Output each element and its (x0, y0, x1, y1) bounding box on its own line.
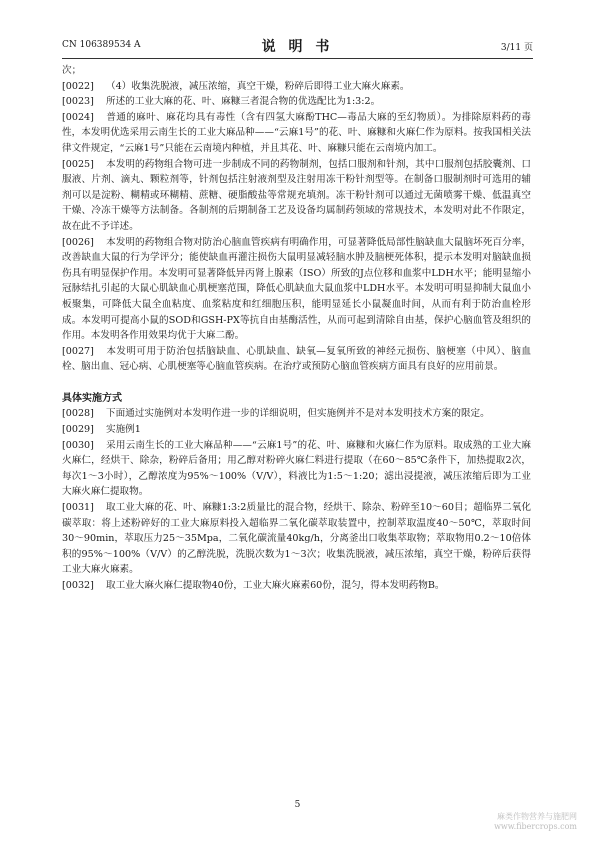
paragraph-text: 所述的工业大麻的花、叶、麻糠三者混合物的优选配比为1:3:2。 (106, 96, 381, 108)
paragraph-0030 (62, 438, 531, 500)
paragraph-text: 普通的麻叶、麻花均具有毒性（含有四氢大麻酚THC—毒品大麻的至幻物质）。为排除原料药的毒性，本发明优选采用云南生长的工业大麻品种——“云麻1号”的花、叶、麻糠和火麻仁作为原料。按我国相关法律文件规定，“云麻1号”只能在云南境内种植，并且其花、叶、麻糠只能在云南境内加工。 (62, 111, 531, 154)
watermark-line-2: www.fibercrops.com (494, 822, 577, 831)
paragraph-0022 (62, 79, 531, 95)
paragraph-0028 (62, 406, 531, 422)
paragraph-text: 采用云南生长的工业大麻品种——“云麻1号”的花、叶、麻糠和火麻仁作为原料。取成熟的工业大麻火麻仁，经烘干、除杂，粉碎后备用；用乙醇对粉碎火麻仁料进行提取（在60～85℃条件下，加热提取2次，每次1～3小时），乙醇浓度为95%～100%（V/V），料液比为1:5～1:20；滤出浸提液，减压浓缩后即为工业大麻火麻仁提取物。 (62, 439, 531, 498)
section-heading: 具体实施方式 (62, 392, 122, 404)
paragraph-0024 (62, 110, 531, 157)
publication-number: CN 106389534 A (62, 40, 141, 50)
header-rule (62, 58, 533, 59)
page-header (62, 36, 533, 56)
paragraph-0032 (62, 578, 531, 594)
paragraph-number: [0032] (62, 580, 94, 591)
paragraph-number: [0026] (62, 236, 94, 248)
paragraph-0029 (62, 422, 531, 438)
paragraph-number: [0028] (62, 408, 94, 420)
paragraph-number: [0029] (62, 424, 94, 436)
document-body (62, 63, 531, 594)
paragraph-0031 (62, 500, 531, 578)
paragraph-number: [0027] (62, 345, 94, 357)
paragraph-number: [0022] (62, 80, 94, 92)
paragraph-0026 (62, 235, 531, 344)
paragraph-number: [0024] (62, 111, 94, 123)
paragraph-text: 本发明的药物组合物可进一步制成不同的药物制剂，包括口服剂和针剂，其中口服剂包括胶囊剂、口服液、片剂、滴丸、颗粒剂等，针剂包括注射液剂型及注射用冻干粉针剂型等。在制备口服制剂时可选用的辅剂可以是淀粉、糊精或环糊精、蔗糖、硬脂酸盐等常规充填剂。冻干粉针剂可以通过无菌喷雾干燥、低温真空干燥、冷冻干燥等方法制备。各制剂的后期制备工艺及设备均属制药领域的常规技术，本发明对此不作限定，故在此不予详述。 (62, 158, 531, 232)
paragraph-text: 取工业大麻火麻仁提取物40份，工业大麻火麻素60份，混匀，得本发明药物B。 (106, 580, 445, 591)
paragraph-text: 实施例1 (106, 424, 141, 436)
paragraph-text: （4）收集洗脱液，减压浓缩，真空干燥，粉碎后即得工业大麻火麻素。 (106, 80, 410, 92)
paragraph-number: [0031] (62, 502, 94, 514)
paragraph-0023 (62, 94, 531, 110)
paragraph-number: [0030] (62, 439, 94, 451)
paragraph-text: 本发明的药物组合物对防治心脑血管疾病有明确作用，可显著降低局部性脑缺血大鼠脑坏死百分率，改善缺血大鼠的行为学评分；能使缺血再灌注损伤大鼠明显减轻脑水肿及脑梗死体积，提示本发明对脑缺血损伤具有明显保护作用。本发明可显著降低异丙肾上腺素（ISO）所致的J点位移和血浆中LDH水平；能明显缩小冠脉结扎引起的大鼠心肌缺血心肌梗塞范围，降低心肌缺血大鼠血浆中LDH水平。本发明可明显抑制大鼠血小板聚集，可降低大鼠全血粘度、血浆粘度和红细胞压积，能明显延长小鼠凝血时间，从而有利于防治血栓形成。本发明可提高小鼠的SOD和GSH-PX等抗自由基酶活性，从而可起到清除自由基，保护心脑血管及组织的作用。本发明各作用效果均优于大麻二酚。 (62, 236, 531, 342)
page-number: 5 (294, 800, 301, 810)
paragraph-text: 取工业大麻的花、叶、麻糠1:3:2质量比的混合物，经烘干、除杂、粉碎至10～60目；超临界二氧化碳萃取：将上述粉碎好的工业大麻原料投入超临界二氧化碳萃取装置中，控制萃取温度40～50℃，萃取时间30～90min，萃取压力25～35Mpa，二氧化碳流量40kg/h，分离釜出口收集萃取物；萃取物用0.2～10倍体积的95%～100%（V/V）的乙醇洗脱，洗脱次数为1～3次；收集洗脱液，减压浓缩，真空干燥，粉碎后获得工业大麻火麻素。 (62, 502, 531, 576)
watermark (494, 812, 577, 832)
watermark-line-1: 麻类作物营养与施肥网 (497, 812, 577, 821)
paragraph-text: 下面通过实施例对本发明作进一步的详细说明，但实施例并不是对本发明技术方案的限定。 (106, 408, 490, 420)
paragraph-0027 (62, 344, 531, 375)
paragraph-number: [0023] (62, 96, 94, 108)
paragraph-0025 (62, 157, 531, 235)
page-indicator: 3/11 页 (500, 43, 533, 53)
document-title: 说 明 书 (261, 39, 334, 55)
paragraph-text: 本发明可用于防治包括脑缺血、心肌缺血、缺氧—复氧所致的神经元损伤、脑梗塞（中风）、脑血栓、脑出血、冠心病、心肌梗塞等心脑血管疾病。在治疗或预防心脑血管疾病方面具有良好的应用前景。 (62, 345, 531, 373)
paragraph-number: [0025] (62, 158, 94, 170)
continuation-line: 次； (62, 65, 82, 76)
